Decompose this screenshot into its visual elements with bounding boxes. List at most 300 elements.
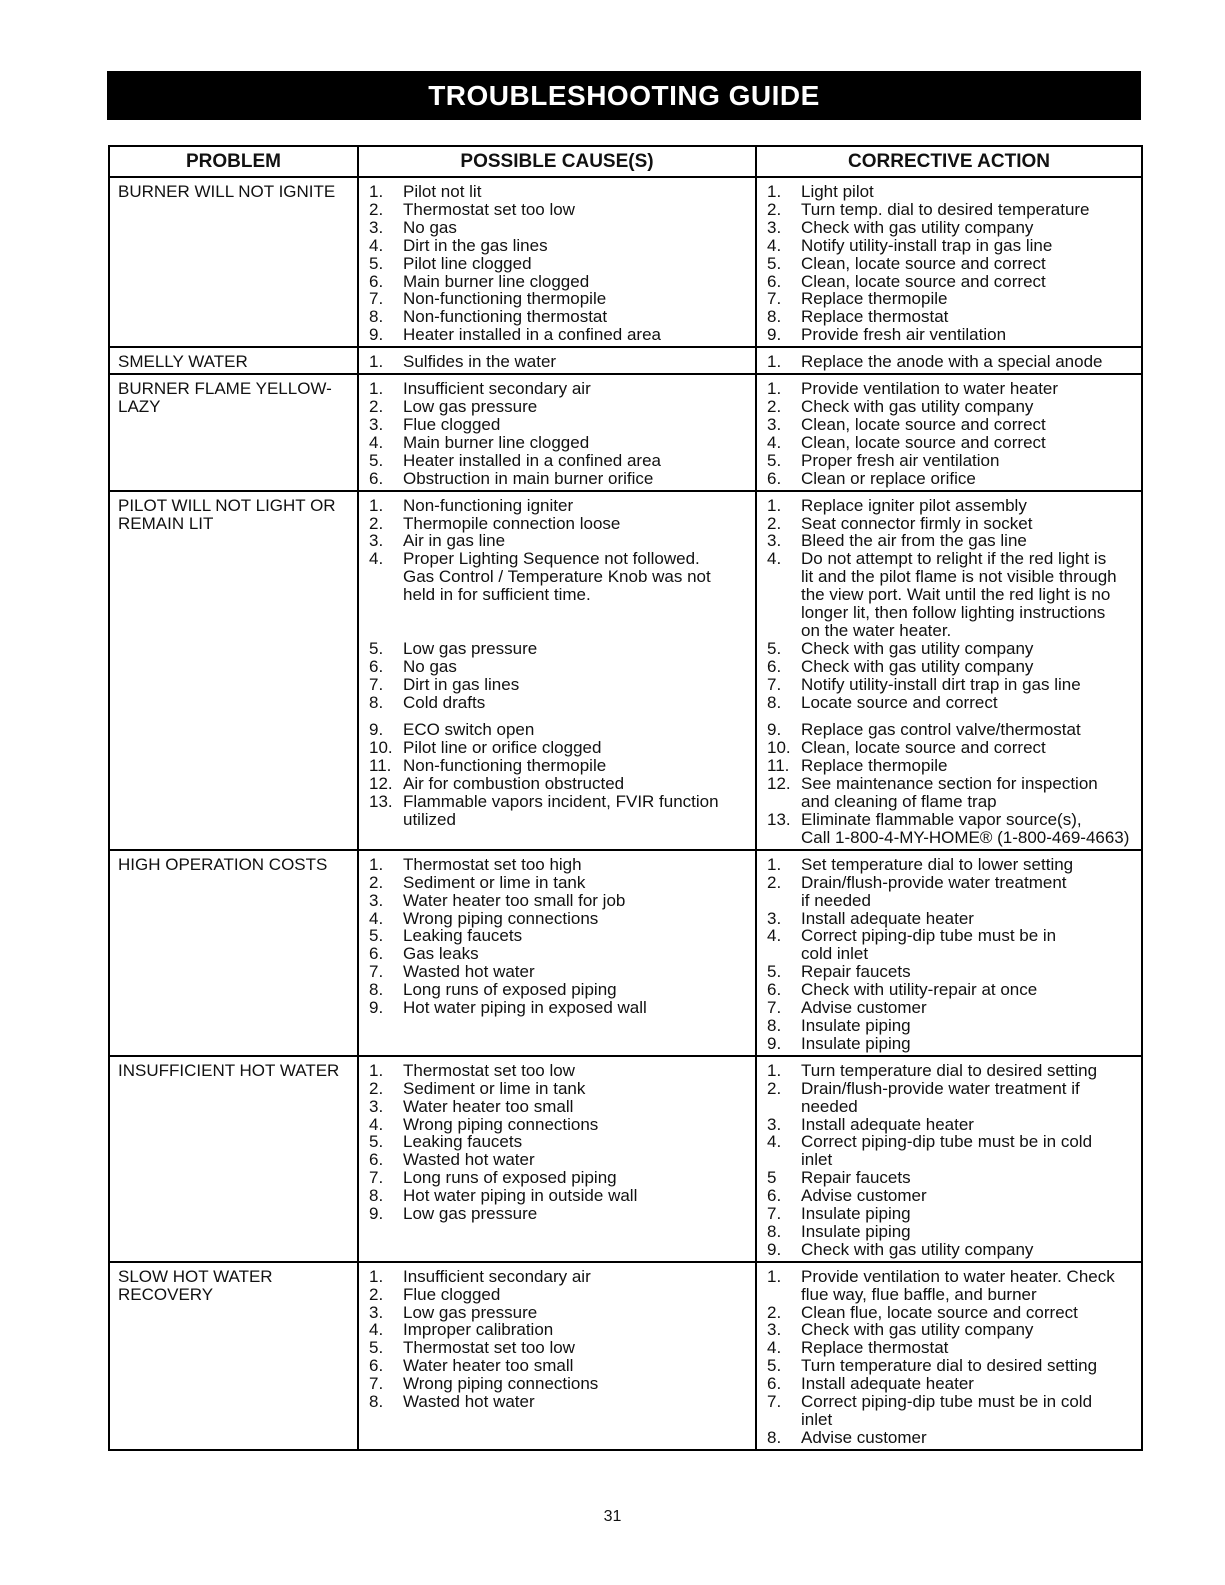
- item-number: 6.: [767, 980, 782, 1000]
- item-number: 4.: [369, 235, 384, 255]
- item-number: 2.: [767, 397, 782, 417]
- item-text: Provide fresh air ventilation: [801, 325, 1007, 345]
- item-number: 4.: [369, 908, 384, 928]
- item-number: 9.: [369, 1204, 384, 1224]
- item-text: Do not attempt to relight if the red light is lit and the pilot flame is not visible through the view port. Wait until the red light is no longer lit, then follow lighting instructions on the water heater.: [801, 549, 1117, 640]
- item-text: Replace thermostat: [801, 1338, 949, 1358]
- item-text: Check with gas utility company: [801, 397, 1034, 417]
- action-item: [767, 353, 1137, 371]
- cause-item: [369, 1393, 751, 1411]
- cause-item: [369, 1080, 751, 1098]
- action-item: [767, 1187, 1137, 1205]
- item-text: Pilot not lit: [403, 182, 482, 201]
- cause-item: [369, 1169, 751, 1187]
- item-number: 3.: [369, 1302, 384, 1322]
- header-row: [109, 146, 1142, 177]
- item-number: 5.: [369, 253, 384, 273]
- cause-item: [369, 353, 751, 371]
- item-number: 10.: [767, 738, 791, 758]
- item-text: Wasted hot water: [403, 962, 535, 982]
- actions-cell: [756, 1262, 1142, 1450]
- action-item: [767, 640, 1137, 658]
- item-number: 1.: [369, 495, 384, 515]
- item-text: Pilot line clogged: [403, 253, 532, 273]
- item-number: 6.: [369, 1356, 384, 1376]
- cause-item: [369, 398, 751, 416]
- item-text: Turn temp. dial to desired temperature: [801, 199, 1090, 219]
- item-text: Eliminate flammable vapor source(s), Call 1-800-4-MY-HOME® (1-800-469-4663): [801, 810, 1130, 847]
- action-item: [767, 999, 1137, 1017]
- cause-item: [369, 1321, 751, 1339]
- item-text: Hot water piping in outside wall: [403, 1186, 638, 1206]
- item-text: Check with gas utility company: [801, 217, 1034, 237]
- item-text: Thermopile connection loose: [403, 513, 621, 533]
- item-number: 6.: [767, 468, 782, 488]
- cause-item: [369, 1187, 751, 1205]
- cause-item: [369, 640, 751, 658]
- item-text: Clean, locate source and correct: [801, 738, 1046, 758]
- item-number: 5.: [767, 450, 782, 470]
- item-text: Bleed the air from the gas line: [801, 531, 1027, 551]
- problem-text: BURNER WILL NOT IGNITE: [118, 182, 336, 201]
- item-text: Long runs of exposed piping: [403, 1168, 617, 1188]
- item-number: 10.: [369, 738, 393, 758]
- cause-item: [369, 658, 751, 676]
- item-text: Flammable vapors incident, FVIR function utilized: [403, 792, 719, 829]
- item-number: 7.: [369, 674, 384, 694]
- item-number: 2.: [767, 872, 782, 892]
- problem-cell: [109, 491, 358, 850]
- item-number: 3.: [767, 1114, 782, 1134]
- action-item: [767, 1375, 1137, 1393]
- table-row: [109, 347, 1142, 374]
- problem-text: PILOT WILL NOT LIGHT OR REMAIN LIT: [118, 495, 336, 533]
- item-number: 5: [767, 1168, 777, 1188]
- problem-text: HIGH OPERATION COSTS: [118, 854, 328, 874]
- item-text: Provide ventilation to water heater: [801, 379, 1059, 399]
- item-text: Correct piping-dip tube must be in cold inlet: [801, 1132, 1093, 1170]
- item-text: Install adequate heater: [801, 1374, 974, 1394]
- cause-item: [369, 273, 751, 291]
- item-text: Set temperature dial to lower setting: [801, 854, 1074, 874]
- cause-item: [369, 981, 751, 999]
- cause-item: [369, 515, 751, 533]
- item-text: Main burner line clogged: [403, 432, 590, 452]
- item-number: 7.: [369, 1374, 384, 1394]
- item-text: Proper fresh air ventilation: [801, 450, 1000, 470]
- item-text: ECO switch open: [403, 720, 535, 740]
- item-text: Sulfides in the water: [403, 352, 557, 372]
- item-text: Non-functioning thermopile: [403, 289, 607, 309]
- item-text: Long runs of exposed piping: [403, 980, 617, 1000]
- action-item: [767, 1062, 1137, 1080]
- page-number: 31: [603, 1508, 622, 1525]
- item-number: 9.: [369, 720, 384, 740]
- action-item: [767, 1035, 1137, 1053]
- item-text: Low gas pressure: [403, 1204, 538, 1224]
- item-text: Water heater too small: [403, 1356, 574, 1376]
- item-number: 8.: [369, 692, 384, 712]
- header-problem: PROBLEM: [109, 146, 358, 177]
- action-item: [767, 739, 1137, 757]
- item-number: 1.: [767, 1060, 782, 1080]
- item-text: Replace gas control valve/thermostat: [801, 720, 1081, 740]
- item-text: Check with gas utility company: [801, 1239, 1034, 1259]
- action-item: [767, 434, 1137, 452]
- item-number: 2.: [369, 1078, 384, 1098]
- actions-cell: [756, 177, 1142, 347]
- cause-item: [369, 874, 751, 892]
- item-text: Insulate piping: [801, 1204, 911, 1224]
- item-number: 11.: [369, 756, 392, 776]
- item-text: Pilot line or orifice clogged: [403, 738, 602, 758]
- item-text: Insulate piping: [801, 1221, 911, 1241]
- item-text: Check with gas utility company: [801, 638, 1034, 658]
- cause-item: [369, 1133, 751, 1151]
- item-text: Turn temperature dial to desired setting: [801, 1060, 1098, 1080]
- item-text: Main burner line clogged: [403, 271, 590, 291]
- cause-item: [369, 1339, 751, 1357]
- action-item: [767, 856, 1137, 874]
- action-item: [767, 1241, 1137, 1259]
- problem-text: BURNER FLAME YELLOW- LAZY: [118, 379, 332, 417]
- action-item: [767, 676, 1137, 694]
- action-item: [767, 532, 1137, 550]
- item-number: 6.: [767, 271, 782, 291]
- table-row: [109, 177, 1142, 347]
- cause-item: [369, 326, 751, 344]
- cause-item: [369, 1062, 751, 1080]
- action-item: [767, 308, 1137, 326]
- item-text: Notify utility-install dirt trap in gas line: [801, 674, 1081, 694]
- item-number: 7.: [767, 1204, 782, 1224]
- cause-item: [369, 550, 751, 640]
- cause-item: [369, 793, 751, 829]
- item-number: 9.: [767, 1239, 782, 1259]
- action-item: [767, 273, 1137, 291]
- action-item: [767, 550, 1137, 640]
- action-item: [767, 694, 1137, 712]
- item-text: Flue clogged: [403, 1284, 501, 1304]
- cause-item: [369, 1304, 751, 1322]
- action-item: [767, 1304, 1137, 1322]
- item-text: Drain/flush-provide water treatment if needed: [801, 872, 1067, 910]
- cause-item: [369, 739, 751, 757]
- item-number: 8.: [369, 980, 384, 1000]
- cause-item: [369, 497, 751, 515]
- causes-cell: [358, 347, 756, 374]
- action-item: [767, 1393, 1137, 1429]
- item-text: Obstruction in main burner orifice: [403, 468, 654, 488]
- table-row: [109, 1262, 1142, 1450]
- item-text: Water heater too small for job: [403, 890, 626, 910]
- item-number: 3.: [767, 414, 782, 434]
- item-number: 9.: [767, 1033, 782, 1053]
- actions-cell: [756, 347, 1142, 374]
- cause-item: [369, 1116, 751, 1134]
- item-text: Clean, locate source and correct: [801, 432, 1046, 452]
- cause-item: [369, 1357, 751, 1375]
- item-text: Replace thermopile: [801, 756, 948, 776]
- item-number: 12.: [369, 774, 393, 794]
- item-number: 9.: [767, 325, 782, 345]
- item-number: 5.: [767, 1356, 782, 1376]
- item-number: 3.: [767, 217, 782, 237]
- problem-text: INSUFFICIENT HOT WATER: [118, 1060, 340, 1080]
- action-item: [767, 497, 1137, 515]
- item-text: Clean, locate source and correct: [801, 271, 1046, 291]
- item-number: 13.: [369, 792, 393, 812]
- item-number: 1.: [369, 182, 384, 201]
- item-number: 5.: [369, 450, 384, 470]
- item-number: 6.: [369, 944, 384, 964]
- item-text: Check with gas utility company: [801, 1320, 1034, 1340]
- item-number: 1.: [369, 1266, 384, 1286]
- actions-cell: [756, 491, 1142, 850]
- item-text: Check with gas utility company: [801, 656, 1034, 676]
- action-item: [767, 290, 1137, 308]
- item-number: 8.: [369, 307, 384, 327]
- item-number: 1.: [369, 854, 384, 874]
- item-number: 1.: [767, 379, 782, 399]
- action-item: [767, 658, 1137, 676]
- item-text: Provide ventilation to water heater. Check flue way, flue baffle, and burner: [801, 1266, 1115, 1304]
- action-item: [767, 255, 1137, 273]
- action-item: [767, 1429, 1137, 1447]
- item-number: 2.: [369, 199, 384, 219]
- item-number: 5.: [369, 1338, 384, 1358]
- item-text: Drain/flush-provide water treatment if needed: [801, 1078, 1080, 1116]
- item-number: 4.: [369, 1114, 384, 1134]
- item-text: Wrong piping connections: [403, 908, 599, 928]
- action-item: [767, 775, 1137, 811]
- item-number: 6.: [369, 271, 384, 291]
- action-item: [767, 1080, 1137, 1116]
- item-number: 12.: [767, 774, 791, 794]
- cause-item: [369, 1375, 751, 1393]
- item-text: Correct piping-dip tube must be in cold inlet: [801, 926, 1057, 964]
- item-number: 6.: [767, 1186, 782, 1206]
- item-text: Flue clogged: [403, 414, 501, 434]
- item-number: 9.: [369, 325, 384, 345]
- action-item: [767, 910, 1137, 928]
- item-text: Cold drafts: [403, 692, 486, 712]
- item-number: 4.: [369, 432, 384, 452]
- cause-item: [369, 999, 751, 1017]
- item-text: Clean, locate source and correct: [801, 414, 1046, 434]
- item-text: Replace thermostat: [801, 307, 949, 327]
- action-item: [767, 398, 1137, 416]
- item-text: Wrong piping connections: [403, 1114, 599, 1134]
- cause-item: [369, 856, 751, 874]
- item-number: 11.: [767, 756, 790, 776]
- item-number: 2.: [767, 513, 782, 533]
- causes-cell: [358, 374, 756, 490]
- causes-cell: [358, 177, 756, 347]
- table-row: [109, 850, 1142, 1056]
- action-item: [767, 1357, 1137, 1375]
- item-text: No gas: [403, 656, 457, 676]
- item-text: Clean or replace orifice: [801, 468, 976, 488]
- action-item: [767, 874, 1137, 910]
- item-number: 2.: [767, 199, 782, 219]
- item-number: 3.: [369, 414, 384, 434]
- item-number: 9.: [369, 998, 384, 1018]
- item-text: Replace igniter pilot assembly: [801, 495, 1027, 515]
- item-text: Non-functioning igniter: [403, 495, 574, 515]
- item-number: 8.: [767, 1015, 782, 1035]
- problem-text: SMELLY WATER: [118, 352, 248, 372]
- cause-item: [369, 963, 751, 981]
- item-number: 5.: [369, 1132, 384, 1152]
- cause-item: [369, 255, 751, 273]
- causes-cell: [358, 1056, 756, 1262]
- causes-cell: [358, 1262, 756, 1450]
- item-number: 5.: [767, 638, 782, 658]
- item-text: Check with utility-repair at once: [801, 980, 1038, 1000]
- action-item: [767, 219, 1137, 237]
- item-number: 8.: [767, 1221, 782, 1241]
- cause-item: [369, 470, 751, 488]
- cause-item: [369, 237, 751, 255]
- item-number: 8.: [767, 1427, 782, 1447]
- item-number: 1.: [767, 182, 782, 201]
- item-text: Wrong piping connections: [403, 1374, 599, 1394]
- item-number: 3.: [767, 1320, 782, 1340]
- cause-item: [369, 945, 751, 963]
- item-text: Heater installed in a confined area: [403, 325, 661, 345]
- item-text: Insulate piping: [801, 1033, 911, 1053]
- item-number: 3.: [369, 890, 384, 910]
- cause-item: [369, 416, 751, 434]
- action-item: [767, 811, 1137, 847]
- item-text: Non-functioning thermostat: [403, 307, 608, 327]
- cause-item: [369, 1286, 751, 1304]
- item-text: Install adequate heater: [801, 908, 974, 928]
- item-text: See maintenance section for inspection and cleaning of flame trap: [801, 774, 1098, 812]
- item-text: Gas leaks: [403, 944, 479, 964]
- action-item: [767, 1017, 1137, 1035]
- item-text: Locate source and correct: [801, 692, 998, 712]
- item-text: Low gas pressure: [403, 1302, 538, 1322]
- cause-item: [369, 694, 751, 712]
- item-number: 4.: [767, 549, 782, 569]
- item-text: Thermostat set too low: [403, 199, 575, 219]
- action-item: [767, 326, 1137, 344]
- item-number: 5.: [767, 962, 782, 982]
- item-number: 4.: [767, 235, 782, 255]
- item-text: Correct piping-dip tube must be in cold inlet: [801, 1392, 1093, 1429]
- item-number: 9.: [767, 720, 782, 740]
- item-text: Insulate piping: [801, 1015, 911, 1035]
- item-text: Sediment or lime in tank: [403, 1078, 586, 1098]
- item-text: Low gas pressure: [403, 638, 538, 658]
- problem-cell: [109, 1056, 358, 1262]
- item-text: Insufficient secondary air: [403, 379, 591, 399]
- item-text: Notify utility-install trap in gas line: [801, 235, 1053, 255]
- item-number: 6.: [767, 656, 782, 676]
- item-text: Advise customer: [801, 998, 927, 1018]
- problem-cell: [109, 1262, 358, 1450]
- item-text: Seat connector firmly in socket: [801, 513, 1033, 533]
- troubleshooting-table: [108, 145, 1143, 1451]
- item-number: 4.: [369, 1320, 384, 1340]
- action-item: [767, 927, 1137, 963]
- item-text: Thermostat set too high: [403, 854, 582, 874]
- action-item: [767, 515, 1137, 533]
- item-text: Repair faucets: [801, 1168, 911, 1188]
- item-number: 4.: [369, 549, 384, 569]
- item-text: Dirt in gas lines: [403, 674, 520, 694]
- cause-item: [369, 1205, 751, 1223]
- problem-cell: [109, 177, 358, 347]
- item-text: No gas: [403, 217, 457, 237]
- actions-cell: [756, 374, 1142, 490]
- cause-item: [369, 927, 751, 945]
- item-text: Turn temperature dial to desired setting: [801, 1356, 1098, 1376]
- item-number: 7.: [369, 962, 384, 982]
- item-number: 3.: [369, 1096, 384, 1116]
- problem-cell: [109, 850, 358, 1056]
- action-item: [767, 1133, 1137, 1169]
- item-number: 4.: [767, 926, 782, 946]
- item-text: Sediment or lime in tank: [403, 872, 586, 892]
- action-item: [767, 963, 1137, 981]
- action-item: [767, 183, 1137, 201]
- item-text: Air in gas line: [403, 531, 506, 551]
- item-number: 6.: [767, 1374, 782, 1394]
- item-text: Install adequate heater: [801, 1114, 974, 1134]
- action-item: [767, 237, 1137, 255]
- item-number: 6.: [369, 1150, 384, 1170]
- item-text: Thermostat set too low: [403, 1060, 575, 1080]
- item-number: 13.: [767, 810, 791, 829]
- item-text: Air for combustion obstructed: [403, 774, 625, 794]
- action-item: [767, 721, 1137, 739]
- item-number: 7.: [369, 289, 384, 309]
- cause-item: [369, 1151, 751, 1169]
- item-number: 3.: [369, 531, 384, 551]
- item-number: 4.: [767, 1132, 782, 1152]
- item-text: Replace thermopile: [801, 289, 948, 309]
- item-number: 2.: [767, 1302, 782, 1322]
- cause-item: [369, 775, 751, 793]
- page-title: TROUBLESHOOTING GUIDE: [107, 71, 1141, 120]
- item-text: Clean flue, locate source and correct: [801, 1302, 1078, 1322]
- item-text: Non-functioning thermopile: [403, 756, 607, 776]
- actions-cell: [756, 1056, 1142, 1262]
- item-text: Proper Lighting Sequence not followed. Gas Control / Temperature Knob was not held in for sufficient time.: [403, 549, 711, 605]
- item-text: Dirt in the gas lines: [403, 235, 548, 255]
- item-number: 7.: [767, 289, 782, 309]
- item-number: 1.: [767, 1266, 782, 1286]
- problem-text: SLOW HOT WATER RECOVERY: [118, 1266, 273, 1304]
- table-row: [109, 1056, 1142, 1262]
- item-number: 2.: [369, 1284, 384, 1304]
- action-item: [767, 416, 1137, 434]
- action-item: [767, 1223, 1137, 1241]
- action-item: [767, 1116, 1137, 1134]
- item-text: Advise customer: [801, 1427, 927, 1447]
- item-text: Light pilot: [801, 182, 874, 201]
- problem-cell: [109, 374, 358, 490]
- header-possible-causes: POSSIBLE CAUSE(S): [358, 146, 756, 177]
- item-number: 3.: [767, 531, 782, 551]
- cause-item: [369, 380, 751, 398]
- cause-item: [369, 721, 751, 739]
- item-number: 5.: [767, 253, 782, 273]
- causes-cell: [358, 491, 756, 850]
